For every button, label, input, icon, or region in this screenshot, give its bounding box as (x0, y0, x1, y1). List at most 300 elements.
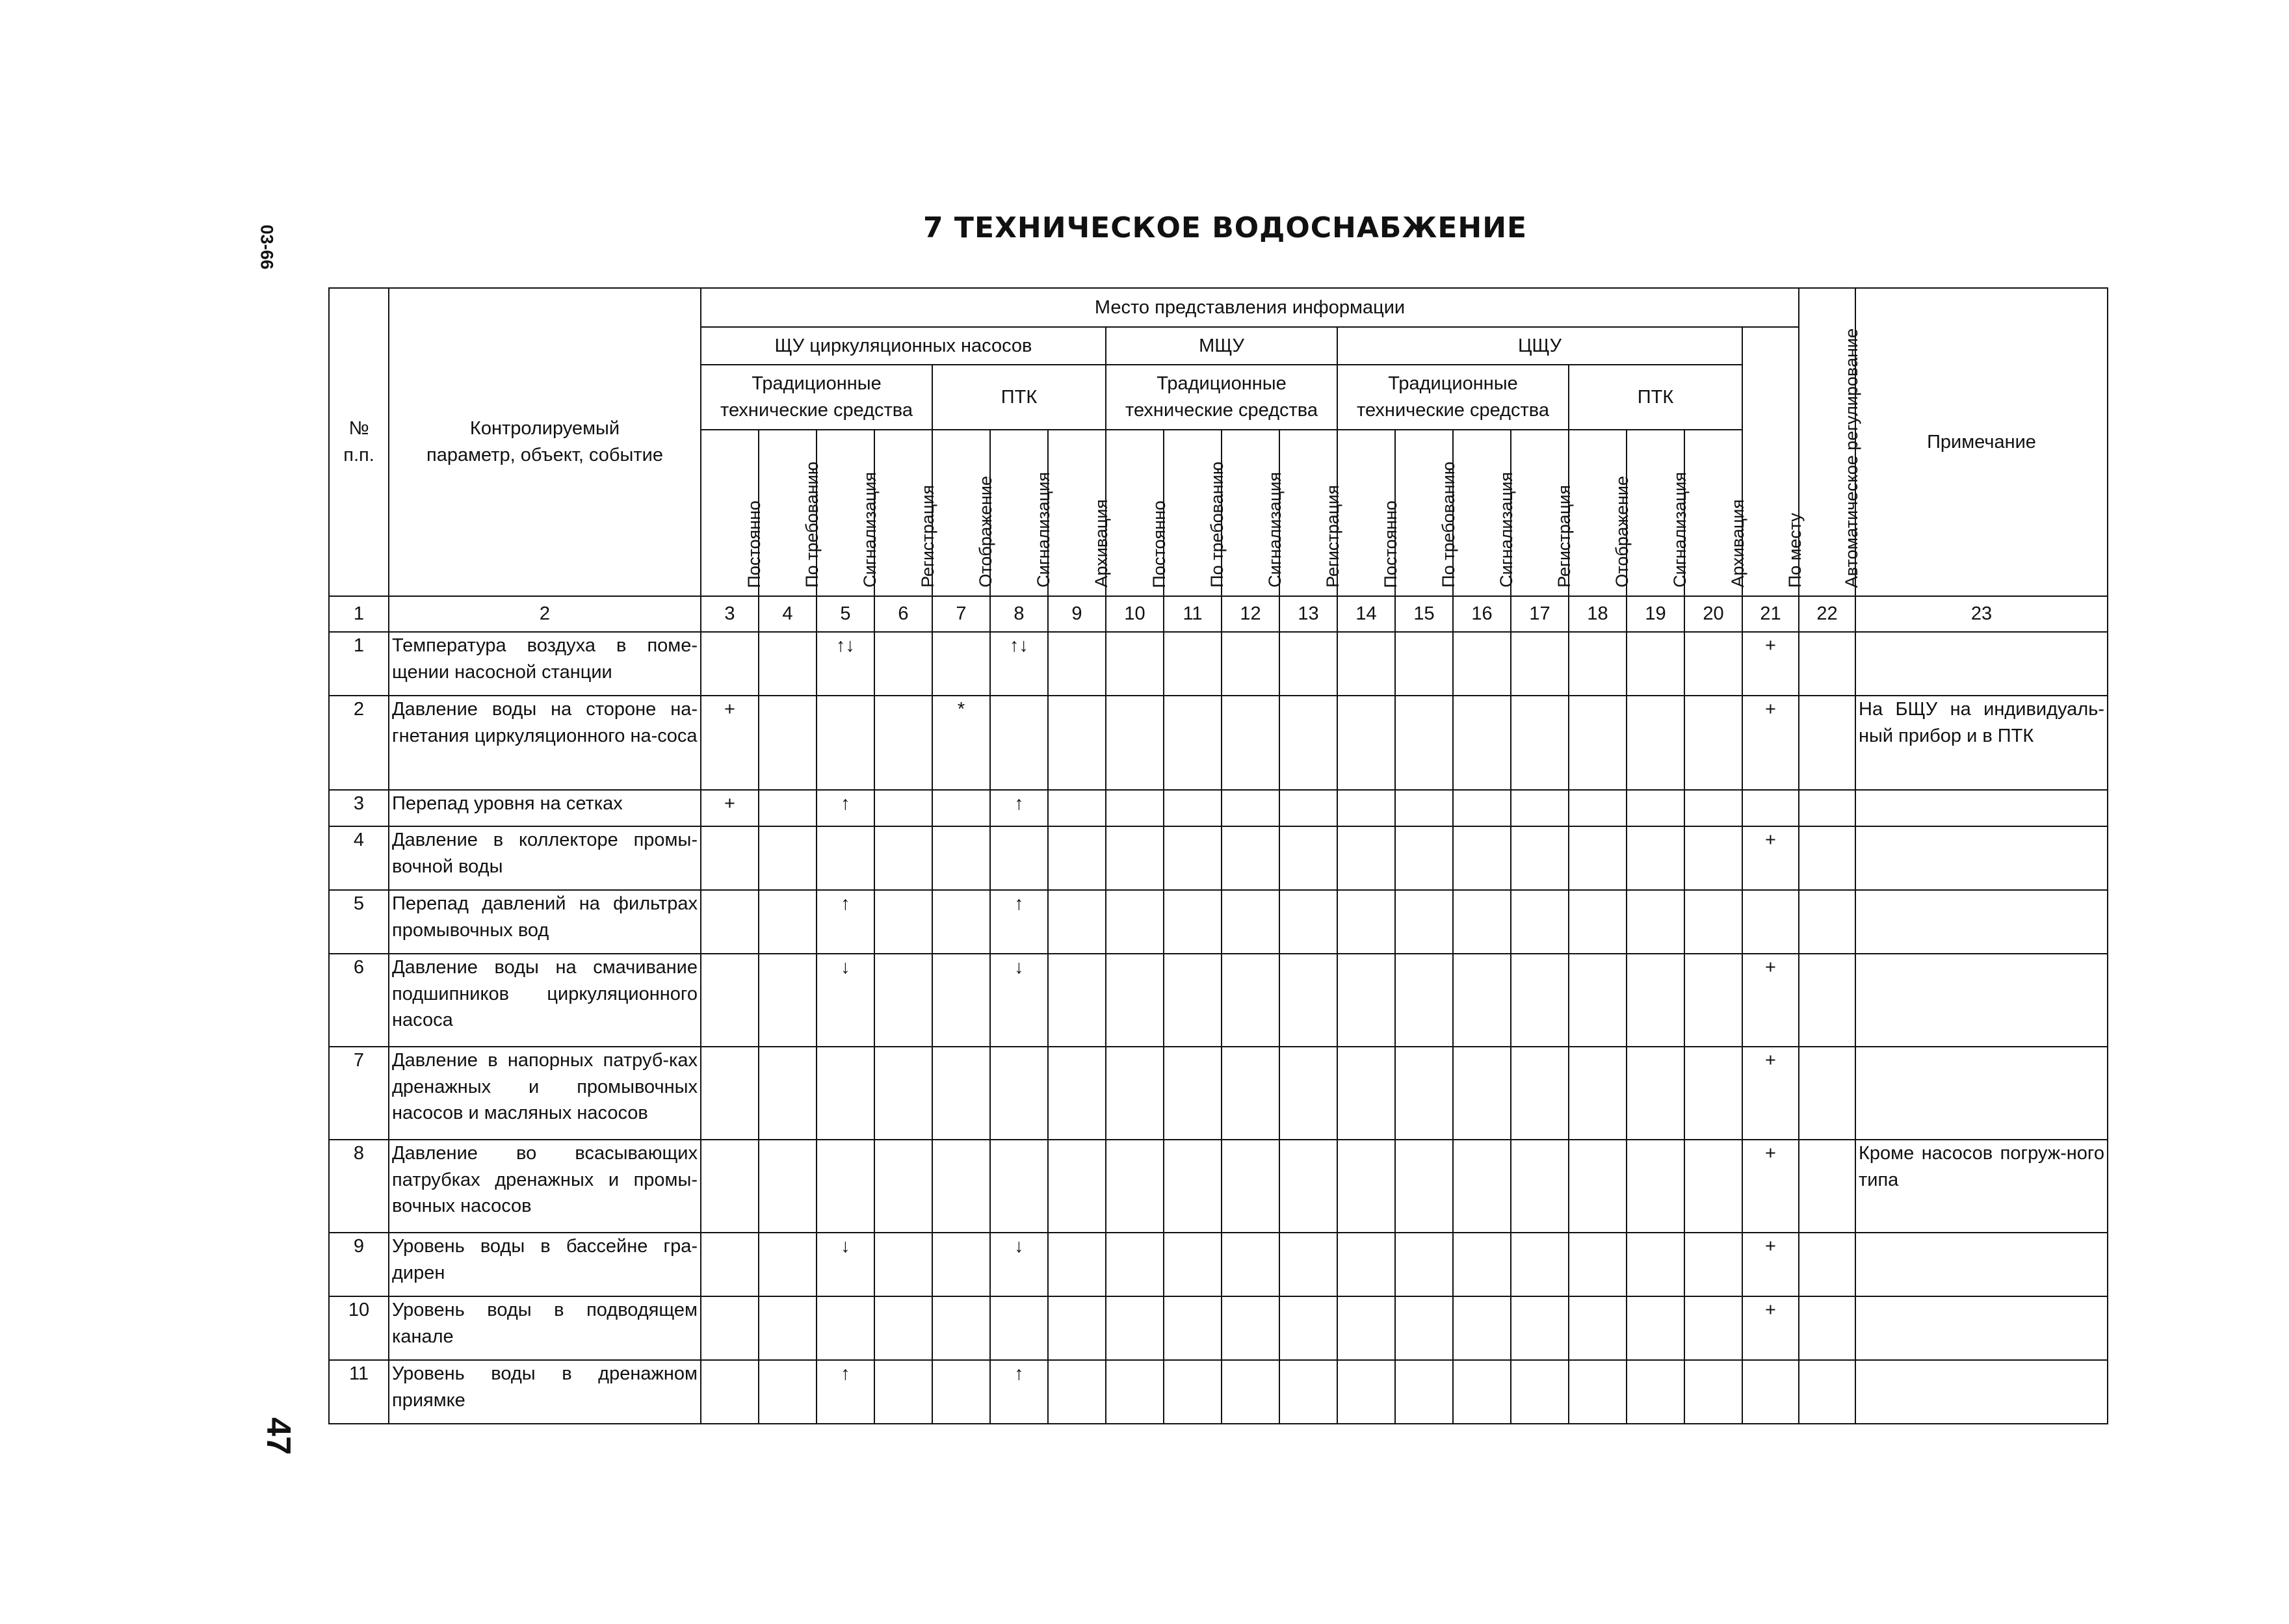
sub-header (990, 430, 1053, 596)
mark-cell (1279, 632, 1337, 696)
mark-cell (1511, 632, 1569, 696)
sub-header (1684, 430, 1747, 596)
note-cell (1855, 1047, 2108, 1140)
mark-cell (874, 1140, 932, 1233)
mark-cell (1684, 954, 1742, 1047)
mark-cell (1627, 1140, 1684, 1233)
mark-cell (1799, 1360, 1855, 1424)
mark-cell (817, 696, 874, 790)
mark-cell (1627, 890, 1684, 954)
mark-cell: ↑↓ (817, 632, 874, 696)
mark-cell (1799, 954, 1855, 1047)
sub-header (1337, 430, 1400, 596)
header-mshchu: МЩУ (1106, 327, 1337, 365)
mark-cell (990, 1047, 1048, 1140)
mark-cell (759, 696, 817, 790)
note-cell (1855, 954, 2108, 1047)
mark-cell (874, 790, 932, 826)
table-row (329, 1296, 2108, 1360)
mark-cell (1569, 954, 1627, 1047)
column-number: 6 (874, 596, 932, 632)
page-number-text: 47 (259, 1417, 297, 1455)
mark-cell (1684, 1296, 1742, 1360)
mark-cell (1222, 1360, 1279, 1424)
mark-cell (759, 1233, 817, 1296)
mark-cell (1684, 1360, 1742, 1424)
header-trad-tsshchu: Традиционные технические средства (1337, 365, 1569, 430)
mark-cell (1453, 1140, 1511, 1233)
mark-cell (1048, 1140, 1106, 1233)
note-cell (1855, 1296, 2108, 1360)
mark-cell (1337, 890, 1395, 954)
mark-cell (1279, 1140, 1337, 1233)
header-ptk-shchu: ПТК (932, 365, 1106, 430)
mark-cell (874, 954, 932, 1047)
mark-cell: + (1742, 696, 1799, 790)
sub-header (1279, 430, 1342, 596)
mark-cell (1511, 1360, 1569, 1424)
mark-cell (874, 1360, 932, 1424)
sub-header (759, 430, 822, 596)
header-trad-mshchu: Традиционные технические средства (1106, 365, 1337, 430)
mark-cell (1106, 1296, 1164, 1360)
mark-cell (1106, 1233, 1164, 1296)
mark-cell (1569, 1360, 1627, 1424)
parameter-cell: Давление в напорных патруб-ках дренажных и промывочных насосов и масляных насосов (389, 1047, 701, 1140)
mark-cell (932, 1233, 990, 1296)
sub-header-text: Постоянно (744, 500, 764, 588)
mark-cell (1337, 790, 1395, 826)
sub-header-text: Сигнализация (1264, 472, 1285, 588)
mark-cell (1511, 696, 1569, 790)
mark-cell (759, 890, 817, 954)
mark-cell: ↑ (817, 790, 874, 826)
column-number: 7 (932, 596, 990, 632)
mark-cell (759, 954, 817, 1047)
header-tsshchu: ЦЩУ (1337, 327, 1742, 365)
mark-cell (874, 890, 932, 954)
mark-cell (701, 1233, 759, 1296)
table-row (329, 826, 2108, 890)
mark-cell (1395, 1360, 1453, 1424)
mark-cell (1164, 790, 1222, 826)
column-number: 16 (1453, 596, 1511, 632)
mark-cell (1337, 1296, 1395, 1360)
mark-cell (1106, 1360, 1164, 1424)
mark-cell (1569, 1233, 1627, 1296)
mark-cell: + (1742, 1233, 1799, 1296)
mark-cell (1684, 632, 1742, 696)
mark-cell (932, 1296, 990, 1360)
mark-cell (1799, 790, 1855, 826)
header-place: Место представления информации (701, 288, 1799, 327)
mark-cell (1106, 954, 1164, 1047)
mark-cell (1684, 890, 1742, 954)
mark-cell (1395, 826, 1453, 890)
mark-cell (1453, 826, 1511, 890)
mark-cell (932, 1360, 990, 1424)
column-number: 19 (1627, 596, 1684, 632)
note-cell (1855, 1360, 2108, 1424)
mark-cell (1164, 954, 1222, 1047)
sub-header-text: По требованию (1207, 462, 1227, 588)
column-number: 1 (329, 596, 389, 632)
mark-cell (1684, 826, 1742, 890)
mark-cell (1453, 1296, 1511, 1360)
table-row (329, 1140, 2108, 1233)
mark-cell (1279, 1233, 1337, 1296)
mark-cell (1337, 1233, 1395, 1296)
mark-cell (817, 826, 874, 890)
mark-cell (1453, 1047, 1511, 1140)
mark-cell: ↓ (990, 954, 1048, 1047)
mark-cell: + (701, 696, 759, 790)
table-row (329, 1360, 2108, 1424)
mark-cell (1569, 632, 1627, 696)
mark-cell: ↑ (990, 890, 1048, 954)
mark-cell (990, 1140, 1048, 1233)
note-cell (1855, 890, 2108, 954)
sub-header-text: Архивация (1727, 499, 1747, 588)
mark-cell (701, 826, 759, 890)
header-param: Контролируемый параметр, объект, событие (389, 288, 701, 596)
column-number: 23 (1855, 596, 2108, 632)
mark-cell (759, 1360, 817, 1424)
column-number: 18 (1569, 596, 1627, 632)
sub-header (817, 430, 880, 596)
mark-cell (1395, 790, 1453, 826)
mark-cell (1511, 1296, 1569, 1360)
parameter-cell: Уровень воды в дренажном приямке (389, 1360, 701, 1424)
sub-header-text: Сигнализация (1496, 472, 1516, 588)
mark-cell (874, 826, 932, 890)
mark-cell (1222, 790, 1279, 826)
mark-cell (932, 632, 990, 696)
mark-cell (1164, 1296, 1222, 1360)
mark-cell (701, 1296, 759, 1360)
mark-cell (1453, 1233, 1511, 1296)
sub-header-text: Сигнализация (859, 472, 880, 588)
mark-cell (1684, 1047, 1742, 1140)
mark-cell (1222, 1047, 1279, 1140)
sub-header (1106, 430, 1169, 596)
sub-header (932, 430, 995, 596)
mark-cell (1106, 826, 1164, 890)
column-number: 22 (1799, 596, 1855, 632)
mark-cell (1395, 696, 1453, 790)
header-note: Примечание (1855, 288, 2108, 596)
mark-cell (1453, 696, 1511, 790)
note-cell (1855, 826, 2108, 890)
row-number: 5 (329, 890, 389, 954)
sub-header (1627, 430, 1690, 596)
parameter-cell: Уровень воды в бассейне гра-дирен (389, 1233, 701, 1296)
sub-header (701, 430, 764, 596)
mark-cell (759, 1047, 817, 1140)
mark-cell (1048, 954, 1106, 1047)
sub-header (1164, 430, 1227, 596)
mark-cell (1164, 696, 1222, 790)
mark-cell: + (1742, 1047, 1799, 1140)
column-number: 9 (1048, 596, 1106, 632)
parameter-cell: Перепад уровня на сетках (389, 790, 701, 826)
mark-cell: + (1742, 632, 1799, 696)
mark-cell: + (1742, 826, 1799, 890)
mark-cell (1684, 696, 1742, 790)
mark-cell (1569, 890, 1627, 954)
table-row (329, 790, 2108, 826)
mark-cell (1627, 954, 1684, 1047)
mark-cell (932, 1047, 990, 1140)
mark-cell (1048, 890, 1106, 954)
mark-cell (1511, 954, 1569, 1047)
mark-cell (1164, 1047, 1222, 1140)
row-number: 2 (329, 696, 389, 790)
mark-cell (1395, 890, 1453, 954)
mark-cell: + (1742, 954, 1799, 1047)
mark-cell (1106, 1047, 1164, 1140)
mark-cell (1511, 1140, 1569, 1233)
table-row (329, 696, 2108, 790)
sub-header (1569, 430, 1632, 596)
mark-cell (1799, 890, 1855, 954)
mark-cell (1511, 1047, 1569, 1140)
mark-cell (1799, 1296, 1855, 1360)
mark-cell (1048, 790, 1106, 826)
mark-cell (1048, 696, 1106, 790)
mark-cell (1222, 1296, 1279, 1360)
mark-cell (1799, 826, 1855, 890)
mark-cell (1279, 954, 1337, 1047)
mark-cell (874, 632, 932, 696)
mark-cell (1627, 1233, 1684, 1296)
mark-cell (1569, 1140, 1627, 1233)
mark-cell (990, 826, 1048, 890)
row-number: 4 (329, 826, 389, 890)
mark-cell (1395, 1296, 1453, 1360)
mark-cell (1742, 890, 1799, 954)
mark-cell (1048, 632, 1106, 696)
mark-cell (1164, 1360, 1222, 1424)
table-row (329, 632, 2108, 696)
note-cell (1855, 1233, 2108, 1296)
mark-cell: ↑ (990, 790, 1048, 826)
mark-cell (817, 1140, 874, 1233)
mark-cell (1106, 632, 1164, 696)
mark-cell: ↑ (817, 1360, 874, 1424)
header-po-mestu (1742, 327, 1805, 596)
row-number: 10 (329, 1296, 389, 1360)
document-code-text: 03-66 (257, 224, 277, 270)
sub-header-text: Отображение (1612, 476, 1632, 588)
note-cell: Кроме насосов погруж-ного типа (1855, 1140, 2108, 1233)
mark-cell (1511, 1233, 1569, 1296)
note-cell: На БЩУ на индивидуаль-ный прибор и в ПТК (1855, 696, 2108, 790)
mark-cell (1337, 1140, 1395, 1233)
mark-cell (1048, 1047, 1106, 1140)
table-body (329, 632, 2108, 1424)
mark-cell (1279, 1047, 1337, 1140)
parameter-cell: Давление в коллекторе промы-вочной воды (389, 826, 701, 890)
mark-cell: ↑ (817, 890, 874, 954)
mark-cell (1337, 696, 1395, 790)
mark-cell (1106, 790, 1164, 826)
mark-cell (1337, 1047, 1395, 1140)
note-cell (1855, 790, 2108, 826)
mark-cell (1222, 1140, 1279, 1233)
mark-cell (874, 1233, 932, 1296)
column-number: 14 (1337, 596, 1395, 632)
header-auto-text: Автоматическое регулирование (1841, 328, 1861, 588)
mark-cell (1222, 826, 1279, 890)
mark-cell: ↑↓ (990, 632, 1048, 696)
row-number: 8 (329, 1140, 389, 1233)
mark-cell (1222, 1233, 1279, 1296)
mark-cell (1453, 954, 1511, 1047)
sub-header-text: Сигнализация (1669, 472, 1690, 588)
mark-cell (1048, 1296, 1106, 1360)
mark-cell (701, 632, 759, 696)
sub-header-text: Сигнализация (1033, 472, 1053, 588)
mark-cell (1279, 1296, 1337, 1360)
mark-cell (701, 954, 759, 1047)
mark-cell (759, 826, 817, 890)
sub-header-text: Архивация (1091, 499, 1111, 588)
mark-cell (1453, 890, 1511, 954)
parameter-cell: Давление во всасывающих патрубках дренажных и промы-вочных насосов (389, 1140, 701, 1233)
note-cell (1855, 632, 2108, 696)
mark-cell (1742, 1360, 1799, 1424)
mark-cell (1511, 790, 1569, 826)
mark-cell (1337, 1360, 1395, 1424)
sub-header-text: По требованию (1438, 462, 1458, 588)
mark-cell (1279, 696, 1337, 790)
mark-cell (1337, 632, 1395, 696)
mark-cell (759, 1296, 817, 1360)
mark-cell (1395, 1140, 1453, 1233)
mark-cell (1453, 632, 1511, 696)
mark-cell (1337, 954, 1395, 1047)
mark-cell (1627, 1296, 1684, 1360)
mark-cell (1684, 790, 1742, 826)
mark-cell (1799, 632, 1855, 696)
mark-cell (817, 1047, 874, 1140)
mark-cell (1395, 954, 1453, 1047)
mark-cell (1048, 1360, 1106, 1424)
mark-cell (1395, 1047, 1453, 1140)
sub-header-text: Постоянно (1380, 500, 1400, 588)
column-number: 11 (1164, 596, 1222, 632)
header-no: № п.п. (329, 288, 389, 596)
column-number: 3 (701, 596, 759, 632)
sub-header-text: Отображение (975, 476, 995, 588)
column-number: 15 (1395, 596, 1453, 632)
mark-cell (932, 826, 990, 890)
mark-cell (1222, 954, 1279, 1047)
column-number-row (329, 596, 2108, 632)
mark-cell (1222, 890, 1279, 954)
row-number: 11 (329, 1360, 389, 1424)
column-number: 17 (1511, 596, 1569, 632)
table-row (329, 1233, 2108, 1296)
mark-cell (759, 632, 817, 696)
parameter-cell: Перепад давлений на фильтрах промывочных вод (389, 890, 701, 954)
header-shchu: ЩУ циркуляционных насосов (701, 327, 1106, 365)
mark-cell (1164, 632, 1222, 696)
mark-cell (1742, 790, 1799, 826)
mark-cell (874, 696, 932, 790)
row-number: 3 (329, 790, 389, 826)
document-code (251, 225, 282, 269)
page-number (260, 1416, 296, 1456)
header-po-mestu-text: По месту (1785, 512, 1805, 588)
mark-cell (1684, 1233, 1742, 1296)
mark-cell (701, 890, 759, 954)
mark-cell (1106, 890, 1164, 954)
mark-cell (1569, 696, 1627, 790)
parameter-cell: Давление воды на стороне на-гнетания циркуляционного на-coca (389, 696, 701, 790)
mark-cell: + (1742, 1140, 1799, 1233)
mark-cell (932, 890, 990, 954)
column-number: 20 (1684, 596, 1742, 632)
mark-cell (1627, 1047, 1684, 1140)
mark-cell: + (1742, 1296, 1799, 1360)
column-number: 12 (1222, 596, 1279, 632)
mark-cell (1395, 1233, 1453, 1296)
mark-cell (1684, 1140, 1742, 1233)
mark-cell (1164, 1233, 1222, 1296)
column-number: 10 (1106, 596, 1164, 632)
mark-cell (1395, 632, 1453, 696)
mark-cell (1511, 826, 1569, 890)
parameter-cell: Давление воды на смачивание подшипников циркуляционного насоса (389, 954, 701, 1047)
mark-cell (1164, 1140, 1222, 1233)
mark-cell (932, 1140, 990, 1233)
mark-cell (1164, 890, 1222, 954)
column-number: 8 (990, 596, 1048, 632)
sub-header-text: Регистрация (1554, 485, 1574, 588)
mark-cell (932, 790, 990, 826)
sub-header-text: По требованию (802, 462, 822, 588)
mark-cell (701, 1047, 759, 1140)
mark-cell (874, 1296, 932, 1360)
mark-cell (990, 1296, 1048, 1360)
sub-header (1222, 430, 1285, 596)
sub-header-text: Регистрация (917, 485, 937, 588)
sub-header (1453, 430, 1516, 596)
mark-cell (1453, 790, 1511, 826)
column-number: 13 (1279, 596, 1337, 632)
mark-cell: ↑ (990, 1360, 1048, 1424)
mark-cell (1569, 790, 1627, 826)
mark-cell (1569, 1296, 1627, 1360)
mark-cell (759, 790, 817, 826)
mark-cell (1222, 696, 1279, 790)
row-number: 6 (329, 954, 389, 1047)
mark-cell: * (932, 696, 990, 790)
mark-cell (1627, 1360, 1684, 1424)
mark-cell: ↓ (817, 954, 874, 1047)
table-row (329, 954, 2108, 1047)
mark-cell (1279, 1360, 1337, 1424)
monitoring-table (328, 287, 2108, 1424)
mark-cell (759, 1140, 817, 1233)
mark-cell (1279, 826, 1337, 890)
column-number: 2 (389, 596, 701, 632)
mark-cell (1627, 790, 1684, 826)
mark-cell (1799, 1047, 1855, 1140)
mark-cell (1279, 890, 1337, 954)
